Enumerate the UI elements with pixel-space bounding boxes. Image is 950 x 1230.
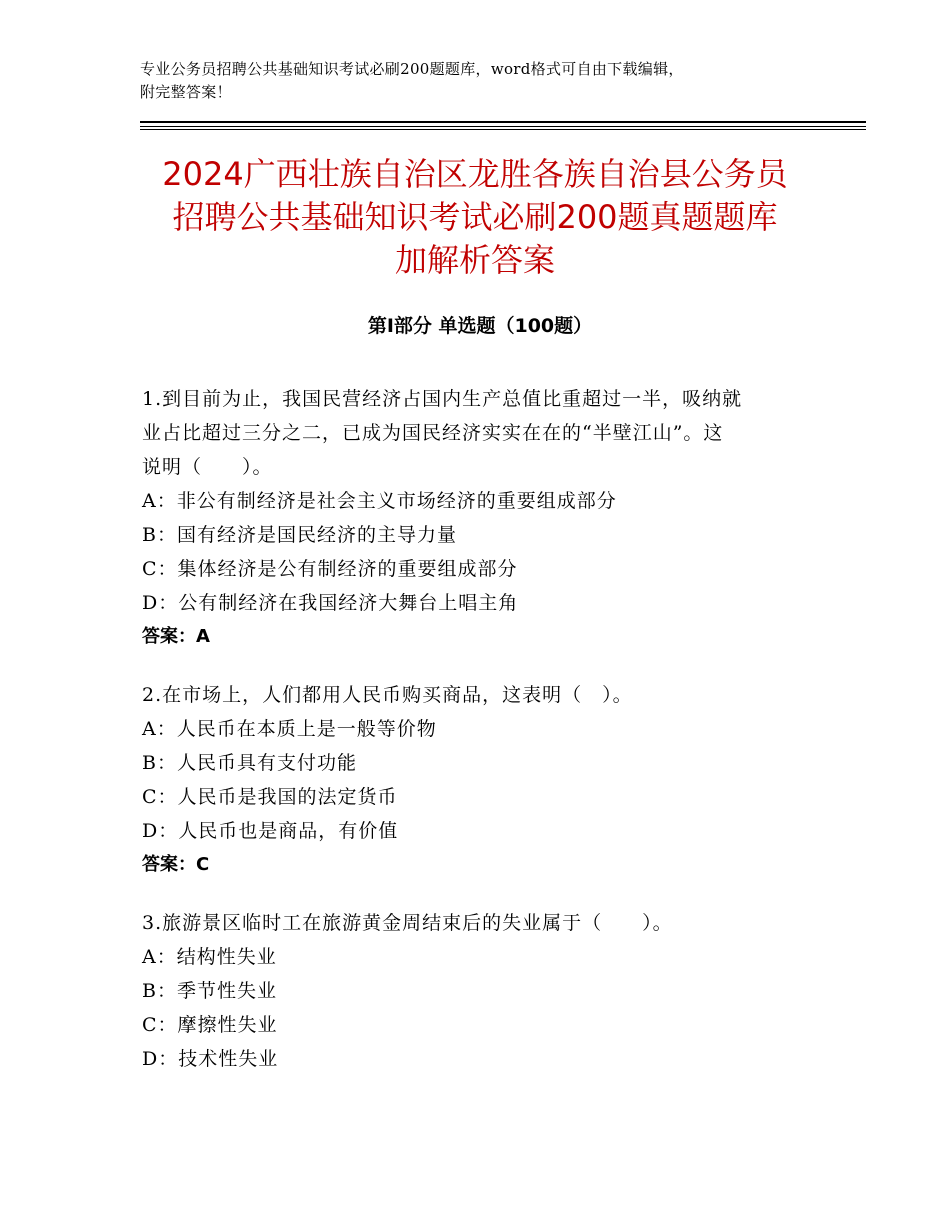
answer-option: D：公有制经济在我国经济大舞台上唱主角: [142, 592, 519, 614]
answer-option: B：季节性失业: [142, 980, 277, 1002]
question-item: [142, 906, 822, 1076]
title-line: 2024广西壮族自治区龙胜各族自治县公务员: [162, 155, 788, 193]
question-item: [142, 678, 822, 882]
answer-option: A：人民币在本质上是一般等价物: [142, 718, 437, 740]
document-title: [80, 153, 870, 282]
header-note: [140, 58, 840, 104]
answer-option: C：人民币是我国的法定货币: [142, 786, 398, 808]
header-note-line: 附完整答案！: [140, 83, 232, 101]
answer-option: B：国有经济是国民经济的主导力量: [142, 524, 457, 546]
question-list: [142, 382, 822, 1100]
question-stem: 说明（ ）。: [142, 456, 273, 478]
header-divider: [140, 129, 866, 130]
answer-option: D：技术性失业: [142, 1048, 279, 1070]
answer-option: A：结构性失业: [142, 946, 277, 968]
answer-option: C：摩擦性失业: [142, 1014, 278, 1036]
header-divider: [140, 126, 866, 127]
answer-option: C：集体经济是公有制经济的重要组成部分: [142, 558, 518, 580]
correct-answer: 答案：A: [142, 626, 210, 647]
answer-option: A：非公有制经济是社会主义市场经济的重要组成部分: [142, 490, 617, 512]
question-stem: 1.到目前为止，我国民营经济占国内生产总值比重超过一半，吸纳就: [142, 388, 743, 410]
header-note-line: 专业公务员招聘公共基础知识考试必刷200题题库，word格式可自由下载编辑，: [140, 60, 684, 78]
answer-option: B：人民币具有支付功能: [142, 752, 357, 774]
title-line: 加解析答案: [394, 241, 555, 279]
title-line: 招聘公共基础知识考试必刷200题真题题库: [172, 198, 778, 236]
question-item: [142, 382, 822, 654]
question-stem: 业占比超过三分之二，已成为国民经济实实在在的“半壁江山”。这: [142, 422, 724, 444]
header-divider: [140, 121, 866, 123]
correct-answer: 答案：C: [142, 854, 210, 875]
question-stem: 2.在市场上，人们都用人民币购买商品，这表明（ ）。: [142, 684, 633, 706]
answer-option: D：人民币也是商品，有价值: [142, 820, 399, 842]
question-stem: 3.旅游景区临时工在旅游黄金周结束后的失业属于（ ）。: [142, 912, 673, 934]
section-heading: 第I部分 单选题（100题）: [367, 315, 593, 337]
